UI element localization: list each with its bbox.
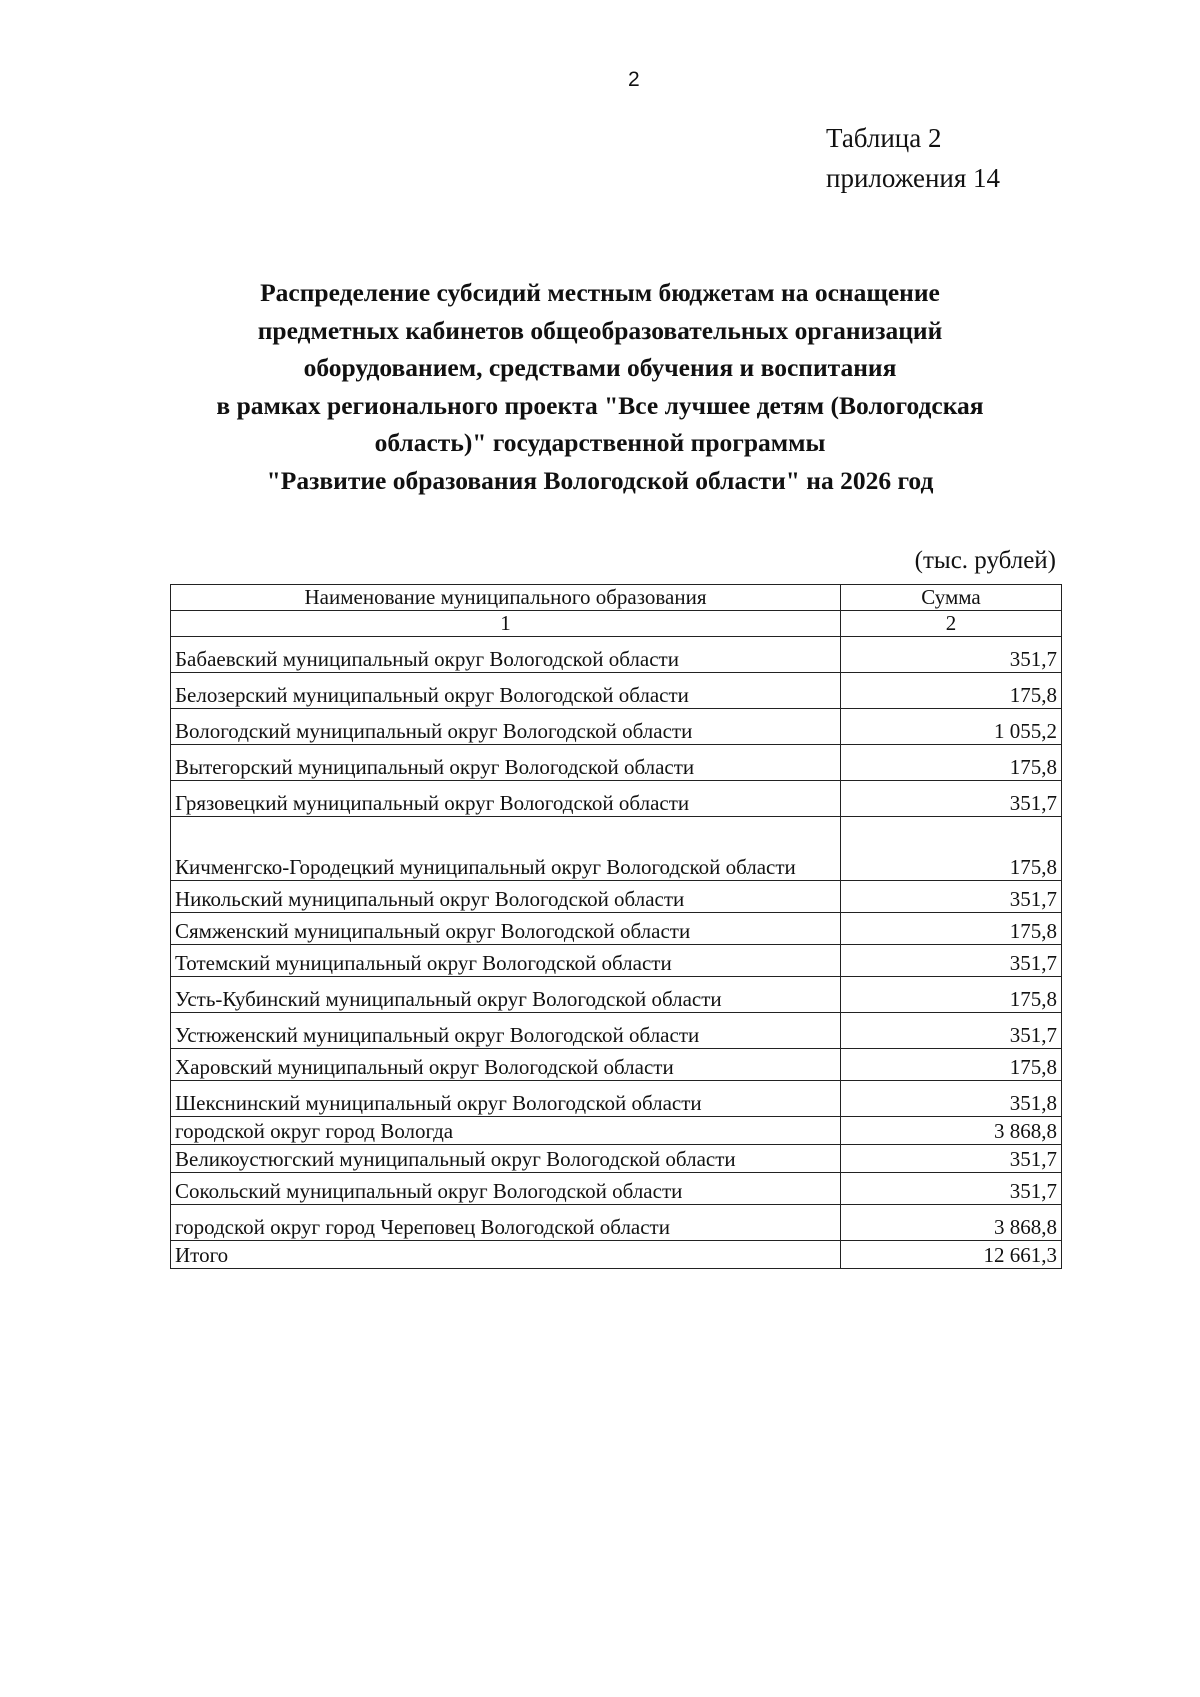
subsidy-amount: 175,8 [841,673,1062,709]
subsidy-amount: 175,8 [841,913,1062,945]
table-reference [826,118,1000,198]
table-row [171,1173,1062,1205]
subsidy-amount: 351,7 [841,637,1062,673]
municipality-name: Тотемский муниципальный округ Вологодской области [171,945,841,977]
municipality-name: Сямженский муниципальный округ Вологодской области [171,913,841,945]
title-line: Распределение субсидий местным бюджетам на оснащение [260,278,940,307]
table-reference-line: приложения 14 [826,163,1001,193]
column-header-name: Наименование муниципального образования [171,585,841,611]
municipality-name: городской округ город Вологда [171,1117,841,1145]
subsidy-amount: 175,8 [841,1049,1062,1081]
municipality-name: городской округ город Череповец Вологодской области [171,1205,841,1241]
subsidy-amount: 351,7 [841,1173,1062,1205]
table-reference-line: Таблица 2 [826,123,942,153]
subsidy-amount: 175,8 [841,817,1062,881]
municipality-name: Устюженский муниципальный округ Вологодской области [171,1013,841,1049]
municipality-name: Никольский муниципальный округ Вологодской области [171,881,841,913]
table-row [171,977,1062,1013]
page-number: 2 [628,68,640,91]
title-line: оборудованием, средствами обучения и воспитания [303,353,897,382]
subsidy-amount: 1 055,2 [841,709,1062,745]
municipality-name: Шекснинский муниципальный округ Вологодской области [171,1081,841,1117]
column-header-amount: Сумма [841,585,1062,611]
column-number-row [171,611,1062,637]
municipality-name: Вытегорский муниципальный округ Вологодской области [171,745,841,781]
municipality-name: Усть-Кубинский муниципальный округ Вологодской области [171,977,841,1013]
title-line: область)" государственной программы [374,428,826,457]
municipality-name: Харовский муниципальный округ Вологодской области [171,1049,841,1081]
table-row [171,1145,1062,1173]
table-row [171,1013,1062,1049]
municipality-name: Кичменгско-Городецкий муниципальный округ Вологодской области [171,817,841,881]
municipality-name: Сокольский муниципальный округ Вологодской области [171,1173,841,1205]
total-label: Итого [171,1241,841,1269]
municipality-name: Грязовецкий муниципальный округ Вологодской области [171,781,841,817]
subsidy-amount: 351,8 [841,1081,1062,1117]
table-row [171,781,1062,817]
title-line: "Развитие образования Вологодской области" на 2026 год [266,465,934,495]
subsidy-amount: 351,7 [841,1145,1062,1173]
total-row [171,1241,1062,1269]
table-row [171,945,1062,977]
table-row [171,881,1062,913]
table-row [171,1081,1062,1117]
subsidy-amount: 351,7 [841,781,1062,817]
total-amount: 12 661,3 [841,1241,1062,1269]
table-row [171,637,1062,673]
municipality-name: Вологодский муниципальный округ Вологодской области [171,709,841,745]
units-label: (тыс. рублей) [914,547,1056,574]
table-row [171,817,1062,881]
subsidy-amount: 351,7 [841,945,1062,977]
table-row [171,673,1062,709]
title-line: в рамках регионального проекта "Все лучшее детям (Вологодская [216,390,984,420]
column-number: 1 [171,611,841,637]
column-number: 2 [841,611,1062,637]
municipality-name: Белозерский муниципальный округ Вологодской области [171,673,841,709]
table-row [171,1049,1062,1081]
municipality-name: Бабаевский муниципальный округ Вологодской области [171,637,841,673]
table-header-row [171,585,1062,611]
subsidy-amount: 175,8 [841,977,1062,1013]
subsidy-amount: 351,7 [841,881,1062,913]
table-row [171,1117,1062,1145]
subsidy-table [170,584,1062,1269]
subsidy-amount: 351,7 [841,1013,1062,1049]
table-row [171,745,1062,781]
subsidy-amount: 3 868,8 [841,1117,1062,1145]
title-line: предметных кабинетов общеобразовательных организаций [257,315,943,345]
subsidy-amount: 175,8 [841,745,1062,781]
table-row [171,709,1062,745]
document-title [150,274,1050,499]
subsidy-amount: 3 868,8 [841,1205,1062,1241]
table-row [171,1205,1062,1241]
table-row [171,913,1062,945]
municipality-name: Великоустюгский муниципальный округ Вологодской области [171,1145,841,1173]
